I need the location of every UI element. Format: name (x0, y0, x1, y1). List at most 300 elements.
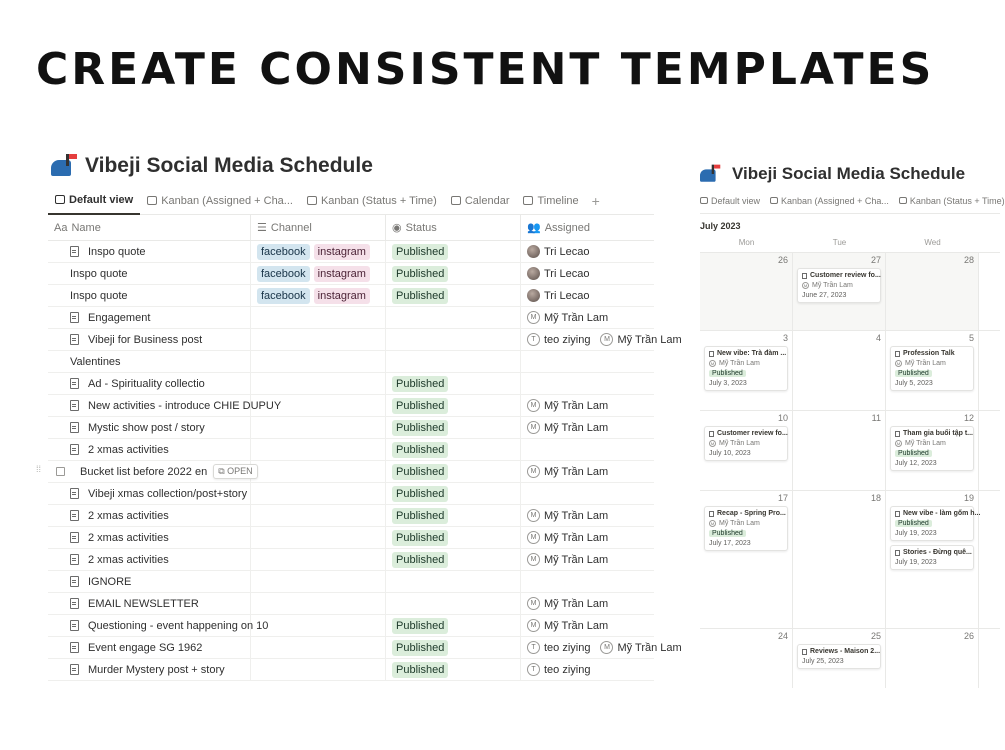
cell-channel[interactable] (251, 527, 386, 548)
calendar-week (700, 410, 1000, 490)
calendar-day[interactable] (793, 331, 886, 410)
status-badge: Published (392, 662, 448, 678)
cell-assigned[interactable] (521, 263, 654, 284)
calendar-day[interactable] (793, 253, 886, 330)
weekday-label: Tue (832, 238, 847, 247)
weekday-header (700, 238, 1000, 252)
cell-name[interactable] (48, 439, 251, 460)
calendar-day[interactable] (793, 411, 886, 490)
calendar-card[interactable] (890, 545, 974, 570)
assignee-name: Mỹ Trần Lam (905, 360, 946, 367)
assignee-name: Mỹ Trần Lam (544, 421, 609, 434)
tab-calendar[interactable] (444, 187, 517, 215)
assignee-name: Mỹ Trần Lam (544, 509, 609, 522)
page-icon (802, 273, 807, 279)
day-number: 26 (777, 255, 788, 265)
avatar: M (600, 333, 613, 346)
card-title (709, 350, 787, 357)
avatar: M (600, 641, 613, 654)
cell-name[interactable] (48, 417, 251, 438)
table-row[interactable] (48, 285, 654, 307)
status-badge: Published (392, 640, 448, 656)
assignee-name: teo ziying (544, 641, 591, 654)
column-header-name[interactable] (48, 215, 251, 240)
tab-kanban-status[interactable] (300, 187, 444, 215)
cell-assigned[interactable] (521, 241, 654, 262)
cell-status[interactable] (386, 659, 521, 680)
table-row[interactable] (48, 439, 654, 461)
cell-channel[interactable] (251, 329, 386, 350)
row-name: Inspo quote (88, 245, 146, 258)
cell-channel[interactable] (251, 417, 386, 438)
calendar-day[interactable] (886, 629, 979, 688)
card-title-text: Tham gia buổi tập t... (903, 430, 973, 437)
row-name: Inspo quote (70, 267, 128, 280)
assignee-name: Mỹ Trần Lam (544, 553, 609, 566)
calendar-day[interactable] (700, 253, 793, 330)
status-badge: Published (709, 530, 746, 537)
assignee-name: Tri Lecao (544, 289, 590, 302)
cell-channel[interactable] (251, 461, 386, 482)
status-badge: Published (895, 370, 932, 377)
cell-assigned[interactable] (521, 483, 654, 504)
avatar: M (710, 521, 715, 526)
cell-channel[interactable] (251, 549, 386, 570)
cell-status[interactable] (386, 351, 521, 372)
weekday-label: Mon (738, 238, 755, 247)
row-name: EMAIL NEWSLETTER (88, 597, 199, 610)
cell-name[interactable] (48, 615, 269, 636)
cell-name[interactable] (48, 351, 251, 372)
page-title-text: Vibeji Social Media Schedule (85, 154, 373, 177)
page-icon (709, 351, 714, 357)
page-icon (70, 576, 79, 587)
cell-status[interactable] (386, 571, 521, 592)
assignee-name: Mỹ Trần Lam (544, 311, 609, 324)
calendar-card[interactable] (704, 346, 788, 391)
card-date: July 19, 2023 (895, 530, 937, 537)
calendar-week (700, 490, 1000, 628)
calendar-card[interactable] (890, 346, 974, 391)
table-row[interactable] (48, 549, 654, 571)
card-date: July 19, 2023 (895, 559, 937, 566)
cell-status[interactable] (386, 593, 521, 614)
cell-status[interactable] (386, 241, 521, 262)
calendar-day[interactable] (886, 411, 979, 490)
card-title (802, 272, 881, 279)
cell-name[interactable] (48, 263, 251, 284)
calendar-day[interactable] (886, 253, 979, 330)
tab-label: Kanban (Status + Time) (320, 194, 437, 207)
card-title (895, 430, 973, 437)
cell-name[interactable] (48, 505, 251, 526)
day-number: 3 (782, 333, 788, 343)
assignee-name: teo ziying (544, 663, 591, 676)
card-title-text: Customer review fo... (717, 430, 788, 437)
cell-name[interactable] (48, 241, 251, 262)
page-icon (70, 620, 79, 631)
table-row[interactable] (48, 527, 654, 549)
cell-channel[interactable] (251, 571, 386, 592)
row-name: Inspo quote (70, 289, 128, 302)
calendar-week (700, 628, 1000, 688)
cell-status[interactable] (386, 549, 521, 570)
column-label: Channel (270, 221, 312, 234)
assignee-name: Mỹ Trần Lam (812, 282, 853, 289)
cell-name[interactable] (48, 483, 251, 504)
calendar-day[interactable] (700, 491, 793, 628)
card-assignee (709, 440, 783, 447)
status-badge: Published (392, 508, 448, 524)
cell-assigned[interactable] (521, 527, 654, 548)
table-row[interactable] (48, 659, 654, 681)
tab-kanban-assigned[interactable] (140, 187, 300, 215)
page-icon (70, 642, 79, 653)
calendar-day[interactable] (700, 411, 793, 490)
cell-name[interactable] (48, 285, 251, 306)
page-icon (70, 334, 79, 345)
cell-assigned[interactable] (521, 351, 654, 372)
tab-label: Default view (711, 195, 761, 206)
card-title (709, 510, 786, 517)
row-name: 2 xmas activities (88, 509, 169, 522)
cell-channel[interactable] (251, 307, 386, 328)
card-title-text: Reviews - Maison 2... (810, 648, 881, 655)
cell-assigned[interactable] (521, 395, 654, 416)
page-icon (70, 598, 79, 609)
column-label: Assigned (544, 221, 590, 234)
status-badge: Published (392, 244, 448, 260)
column-header-status[interactable] (386, 215, 521, 240)
tab-label: Timeline (537, 194, 579, 207)
cell-name[interactable] (48, 593, 251, 614)
cell-status[interactable] (386, 329, 521, 350)
cell-assigned[interactable] (521, 439, 654, 460)
avatar: M (896, 441, 901, 446)
avatar: M (527, 509, 540, 522)
cell-status[interactable] (386, 527, 521, 548)
status-badge: Published (392, 486, 448, 502)
cell-assigned[interactable] (521, 417, 654, 438)
table-row[interactable] (48, 593, 654, 615)
text-property-icon: Aa (54, 221, 68, 234)
day-number: 11 (871, 413, 881, 423)
card-title-text: Recap - Spring Pro... (717, 510, 786, 517)
tab-kanban-assigned[interactable] (770, 196, 889, 206)
cell-channel[interactable] (251, 659, 386, 680)
cell-assigned[interactable] (521, 615, 654, 636)
cell-channel[interactable] (251, 593, 386, 614)
avatar: M (527, 531, 540, 544)
cell-name[interactable] (48, 659, 251, 680)
row-name: Bucket list before 2022 en (80, 465, 208, 478)
assignee-name: Tri Lecao (544, 245, 590, 258)
table-row[interactable] (48, 373, 654, 395)
tab-default-view[interactable] (700, 196, 760, 206)
calendar-page-title (700, 160, 1000, 188)
card-title (709, 430, 788, 437)
cell-assigned[interactable] (521, 659, 654, 680)
cell-name[interactable] (48, 395, 282, 416)
cell-name[interactable] (48, 373, 251, 394)
assignee-name: Mỹ Trần Lam (544, 465, 609, 478)
card-title (895, 350, 969, 357)
status-badge: Published (392, 530, 448, 546)
assignee-name: Mỹ Trần Lam (544, 619, 609, 632)
page-icon (70, 510, 79, 521)
page-icon (70, 554, 79, 565)
page-title (48, 148, 654, 184)
calendar-day[interactable] (793, 629, 886, 688)
cell-channel[interactable] (251, 615, 386, 636)
cell-assigned[interactable] (521, 307, 654, 328)
cell-name[interactable] (48, 461, 251, 482)
cell-status[interactable] (386, 263, 521, 284)
page-icon (70, 378, 79, 389)
cell-assigned[interactable] (521, 571, 654, 592)
card-assignee (895, 440, 969, 447)
cell-assigned[interactable] (521, 329, 682, 350)
channel-tag: instagram (314, 244, 370, 260)
add-view-button[interactable]: + (591, 192, 600, 209)
calendar-day[interactable] (886, 331, 979, 410)
assignee-name: Mỹ Trần Lam (544, 597, 609, 610)
table-row[interactable] (48, 505, 654, 527)
cell-assigned[interactable] (521, 549, 654, 570)
view-tabs (48, 187, 654, 215)
table-icon (55, 195, 65, 204)
cell-assigned[interactable] (521, 505, 654, 526)
row-name: New activities - introduce CHIE DUPUY (88, 399, 282, 412)
row-name: 2 xmas activities (88, 531, 169, 544)
table-row[interactable] (48, 483, 654, 505)
cell-channel[interactable] (251, 439, 386, 460)
calendar-card[interactable] (797, 644, 881, 669)
avatar: M (527, 619, 540, 632)
cell-status[interactable] (386, 417, 521, 438)
table-row[interactable] (48, 263, 654, 285)
cell-name[interactable] (48, 307, 251, 328)
board-icon (899, 197, 907, 204)
open-icon: ⧉ (218, 466, 228, 476)
table-row[interactable] (48, 395, 654, 417)
avatar (527, 245, 540, 258)
cell-status[interactable] (386, 285, 521, 306)
cell-assigned[interactable] (521, 593, 654, 614)
cell-name[interactable] (48, 527, 251, 548)
tab-default-view[interactable] (48, 187, 140, 215)
row-name: Event engage SG 1962 (88, 641, 203, 654)
calendar-week (700, 252, 1000, 330)
assignee-name: Mỹ Trần Lam (905, 440, 946, 447)
cell-status[interactable] (386, 505, 521, 526)
avatar: M (527, 465, 540, 478)
channel-tag: facebook (257, 244, 310, 260)
status-badge: Published (895, 520, 932, 527)
day-number: 24 (777, 631, 788, 641)
calendar-grid (700, 252, 1000, 688)
avatar: M (527, 553, 540, 566)
cell-channel[interactable] (251, 241, 386, 262)
board-icon (147, 196, 157, 205)
cell-channel[interactable] (251, 373, 386, 394)
calendar-day[interactable] (700, 331, 793, 410)
table-row[interactable] (48, 637, 682, 659)
cell-name[interactable] (48, 637, 251, 658)
card-date: July 17, 2023 (709, 540, 751, 547)
calendar-week (700, 330, 1000, 410)
cell-status[interactable] (386, 307, 521, 328)
calendar-day[interactable] (700, 629, 793, 688)
cell-status[interactable] (386, 439, 521, 460)
tab-timeline[interactable] (516, 187, 585, 215)
day-number: 18 (870, 493, 881, 503)
row-name: Murder Mystery post + story (88, 663, 225, 676)
row-checkbox[interactable] (56, 467, 65, 476)
assignee-name: Mỹ Trần Lam (617, 641, 682, 654)
tab-label: Default view (69, 193, 134, 206)
page-icon (895, 351, 900, 357)
column-header-assigned[interactable] (521, 215, 654, 240)
card-title-text: Customer review fo... (810, 272, 881, 279)
cell-assigned[interactable] (521, 461, 654, 482)
calendar-card[interactable] (797, 268, 881, 303)
row-name: 2 xmas activities (88, 553, 169, 566)
row-name: Questioning - event happening on 10 (88, 619, 269, 632)
row-name: 2 xmas activities (88, 443, 169, 456)
table-row[interactable] (48, 571, 654, 593)
avatar (527, 267, 540, 280)
cell-name[interactable] (48, 549, 251, 570)
row-name: Ad - Spirituality collectio (88, 377, 205, 390)
assignee-name: Mỹ Trần Lam (617, 333, 682, 346)
page-icon (70, 312, 79, 323)
table-header (48, 215, 654, 241)
status-badge: Published (392, 464, 448, 480)
status-badge: Published (895, 450, 932, 457)
page-icon (70, 532, 79, 543)
cell-channel[interactable] (251, 483, 386, 504)
column-label: Name (71, 221, 101, 234)
cell-channel[interactable] (251, 263, 386, 284)
cell-assigned[interactable] (521, 373, 654, 394)
day-number: 27 (870, 255, 881, 265)
avatar: M (710, 441, 715, 446)
status-badge: Published (392, 552, 448, 568)
cell-status[interactable] (386, 395, 521, 416)
assignee-name: Mỹ Trần Lam (719, 440, 760, 447)
cell-name[interactable] (48, 571, 251, 592)
card-title-text: New vibe - làm gốm h... (903, 510, 981, 517)
table-row[interactable] (48, 307, 654, 329)
cell-channel[interactable] (251, 637, 386, 658)
table-row[interactable] (48, 241, 654, 263)
page-icon (70, 246, 79, 257)
cell-assigned[interactable] (521, 637, 682, 658)
cell-channel[interactable] (251, 395, 386, 416)
channel-tag: facebook (257, 288, 310, 304)
calendar-card[interactable] (704, 506, 788, 551)
column-header-channel[interactable] (251, 215, 386, 240)
channel-tag: facebook (257, 266, 310, 282)
page-icon (895, 550, 900, 556)
card-title (895, 549, 972, 556)
card-date: July 3, 2023 (709, 380, 747, 387)
day-number: 5 (968, 333, 974, 343)
table-row[interactable] (48, 351, 654, 373)
cell-status[interactable] (386, 483, 521, 504)
table-row[interactable] (48, 417, 654, 439)
tab-label: Kanban (Assigned + Cha... (781, 195, 889, 206)
weekday-label: Wed (924, 238, 941, 247)
status-badge: Published (709, 370, 746, 377)
calendar-day[interactable] (793, 491, 886, 628)
table-row[interactable] (48, 329, 682, 351)
day-number: 28 (963, 255, 974, 265)
list-icon: ☰ (257, 222, 267, 234)
day-number: 10 (777, 413, 788, 423)
cell-assigned[interactable] (521, 285, 654, 306)
avatar: M (896, 361, 901, 366)
table-row[interactable] (36, 461, 654, 483)
channel-tag: instagram (314, 266, 370, 282)
status-badge: Published (392, 266, 448, 282)
cell-channel[interactable] (251, 351, 386, 372)
calendar-icon (451, 196, 461, 205)
tab-kanban-status[interactable] (899, 196, 1005, 206)
avatar: M (527, 311, 540, 324)
avatar (527, 289, 540, 302)
cell-channel[interactable] (251, 285, 386, 306)
card-assignee (709, 520, 783, 527)
tab-label: Kanban (Status + Time) (909, 195, 1005, 206)
calendar-day[interactable] (886, 491, 979, 628)
page-icon (709, 431, 714, 437)
status-badge: Published (392, 376, 448, 392)
cell-status[interactable] (386, 637, 521, 658)
calendar-view-tabs (700, 188, 1005, 214)
headline: CREATE CONSISTENT TEMPLATES (36, 44, 935, 95)
drag-handle-icon[interactable]: ⁞⁞ (36, 464, 42, 474)
calendar-card[interactable] (890, 426, 974, 471)
cell-channel[interactable] (251, 505, 386, 526)
avatar: M (803, 283, 808, 288)
card-title (802, 648, 881, 655)
day-number: 12 (963, 413, 974, 423)
cell-name[interactable] (48, 329, 251, 350)
cell-status[interactable] (386, 373, 521, 394)
cell-status[interactable] (386, 461, 521, 482)
day-number: 26 (963, 631, 974, 641)
card-assignee (802, 282, 876, 289)
day-number: 25 (870, 631, 881, 641)
card-title-text: Stories - Đừng quê... (903, 549, 972, 556)
table-body (36, 241, 682, 681)
day-number: 17 (777, 493, 788, 503)
table-row[interactable] (48, 615, 654, 637)
calendar-card[interactable] (890, 506, 981, 541)
row-name: Valentines (70, 355, 121, 368)
calendar-title-text: Vibeji Social Media Schedule (732, 164, 966, 183)
page-icon (70, 664, 79, 675)
avatar: M (527, 597, 540, 610)
status-badge: Published (392, 618, 448, 634)
assignee-name: teo ziying (544, 333, 591, 346)
timeline-icon (523, 196, 533, 205)
calendar-card[interactable] (704, 426, 788, 461)
row-name: Vibeji xmas collection/post+story (88, 487, 248, 500)
cell-status[interactable] (386, 615, 521, 636)
